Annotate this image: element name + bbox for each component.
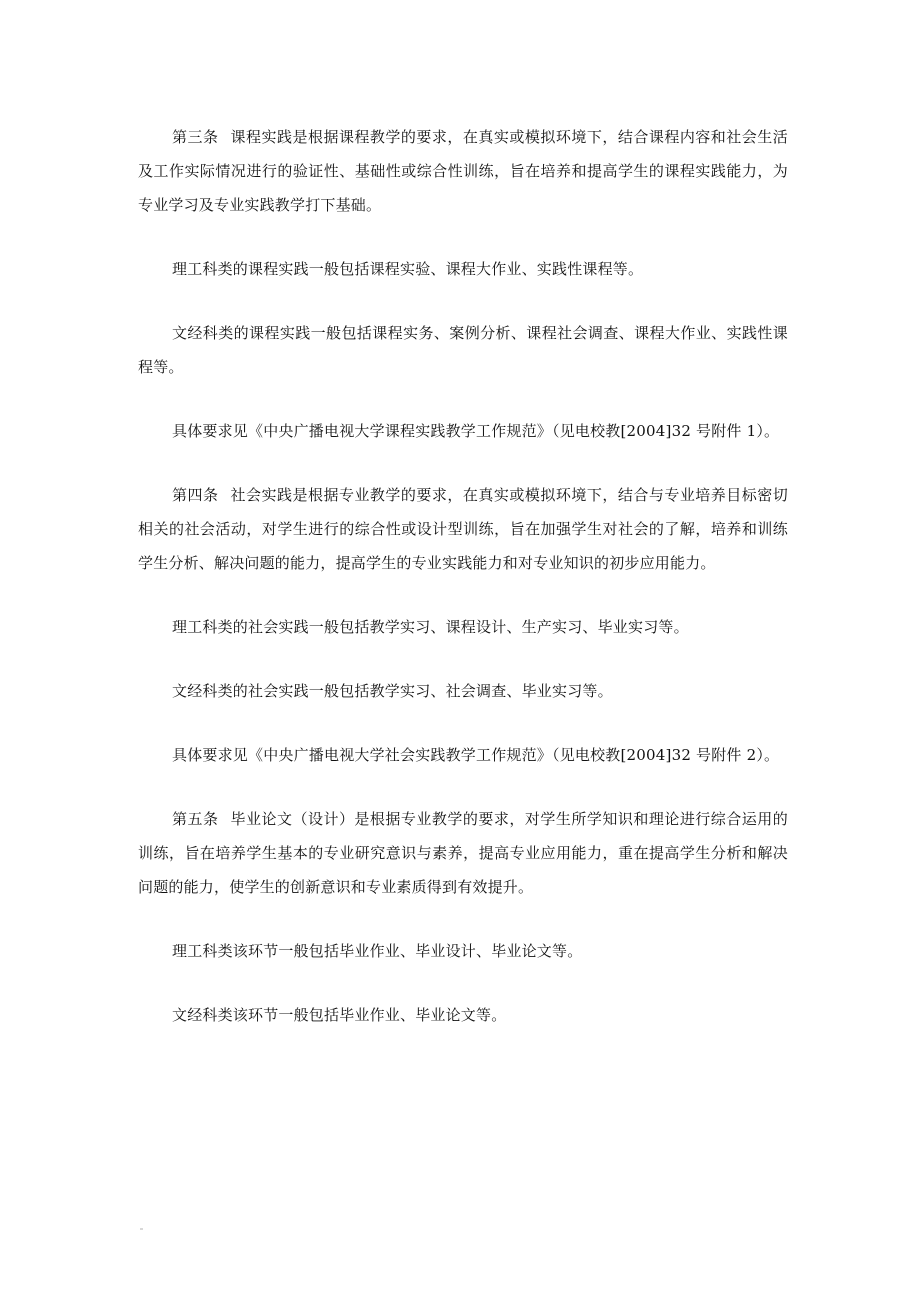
article-5-text: 毕业论文（设计）是根据专业教学的要求，对学生所学知识和理论进行综合运用的训练，旨在培养学生基本的专业研究意识与素养，提高专业应用能力，重在提高学生分析和解决问题的能力，使学生的创新意识和专业素质得到有效提升。 [138, 810, 788, 896]
liberal-thesis-text: 文经科类该环节一般包括毕业作业、毕业论文等。 [172, 1006, 507, 1024]
liberal-social-practice-paragraph [138, 674, 788, 708]
article-5-paragraph [138, 802, 788, 904]
article-3-paragraph [138, 120, 788, 222]
article-4-paragraph [138, 478, 788, 580]
article-4-text: 社会实践是根据专业教学的要求，在真实或模拟环境下，结合与专业培养目标密切相关的社会活动，对学生进行的综合性或设计型训练，旨在加强学生对社会的了解，培养和训练学生分析、解决问题的能力，提高学生的专业实践能力和对专业知识的初步应用能力。 [138, 486, 788, 572]
course-practice-reference-paragraph [138, 414, 788, 448]
article-4-heading: 第四条 [172, 486, 219, 504]
liberal-social-practice-text: 文经科类的社会实践一般包括教学实习、社会调查、毕业实习等。 [172, 682, 613, 700]
science-thesis-text: 理工科类该环节一般包括毕业作业、毕业设计、毕业论文等。 [172, 942, 583, 960]
liberal-course-practice-paragraph [138, 316, 788, 384]
article-3-heading: 第三条 [172, 128, 219, 146]
article-3-text: 课程实践是根据课程教学的要求，在真实或模拟环境下，结合课程内容和社会生活及工作实际情况进行的验证性、基础性或综合性训练，旨在培养和提高学生的课程实践能力，为专业学习及专业实践教学打下基础。 [138, 128, 788, 214]
science-thesis-paragraph [138, 934, 788, 968]
page-speck [140, 1228, 143, 1230]
article-5-heading: 第五条 [172, 810, 219, 828]
science-social-practice-text: 理工科类的社会实践一般包括教学实习、课程设计、生产实习、毕业实习等。 [172, 618, 689, 636]
course-practice-reference-text: 具体要求见《中央广播电视大学课程实践教学工作规范》（见电校教[2004]32 号附件 1）。 [172, 422, 780, 440]
liberal-thesis-paragraph [138, 998, 788, 1032]
social-practice-reference-text: 具体要求见《中央广播电视大学社会实践教学工作规范》（见电校教[2004]32 号附件 2）。 [172, 746, 780, 764]
science-social-practice-paragraph [138, 610, 788, 644]
social-practice-reference-paragraph [138, 738, 788, 772]
science-course-practice-paragraph [138, 252, 788, 286]
science-course-practice-text: 理工科类的课程实践一般包括课程实验、课程大作业、实践性课程等。 [172, 260, 644, 278]
document-body [138, 120, 788, 1062]
liberal-course-practice-text: 文经科类的课程实践一般包括课程实务、案例分析、课程社会调查、课程大作业、实践性课程等。 [138, 324, 788, 376]
